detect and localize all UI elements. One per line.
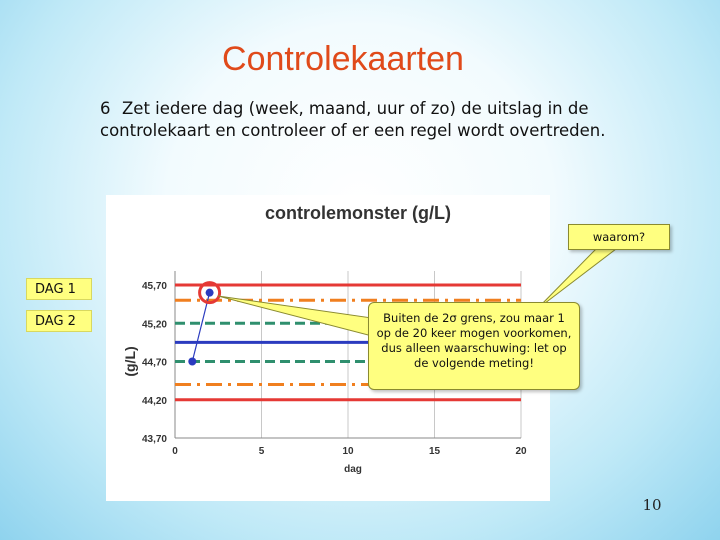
x-tick-label-3: 15	[428, 446, 441, 457]
x-axis-label: dag	[344, 464, 362, 475]
slide-title: Controlekaarten	[222, 40, 464, 78]
callout-explanation: Buiten de 2σ grens, zou maar 1 op de 20 keer mogen voorkomen, dus alleen waarschuwing: let op de volgende meting!	[368, 302, 580, 390]
x-tick-label-2: 10	[342, 446, 354, 457]
data-point-0-0	[188, 358, 196, 366]
dag1-label: DAG 1	[26, 278, 92, 300]
data-point-0-1	[206, 289, 214, 297]
chart-title: controlemonster (g/L)	[264, 203, 451, 223]
x-tick-label-4: 20	[515, 446, 527, 457]
y-axis-label: (g/L)	[122, 346, 138, 377]
callout-waarom: waarom?	[568, 224, 670, 250]
body-paragraph: Zet iedere dag (week, maand, uur of zo) de uitslag in de controlekaart en controleer of er een regel wordt overtreden.	[100, 99, 606, 140]
y-tick-label-0: 45,70	[141, 281, 167, 292]
page-number: 10	[642, 496, 662, 514]
y-tick-label-2: 44,70	[141, 357, 167, 369]
body-text	[100, 98, 620, 142]
dag2-label: DAG 2	[26, 310, 92, 332]
x-tick-label-1: 5	[258, 446, 265, 457]
y-tick-label-1: 45,20	[141, 319, 167, 331]
y-tick-label-4: 43,70	[141, 434, 167, 445]
x-tick-label-0: 0	[172, 446, 178, 457]
body-number: 6	[100, 99, 111, 118]
y-tick-label-3: 44,20	[141, 395, 167, 407]
